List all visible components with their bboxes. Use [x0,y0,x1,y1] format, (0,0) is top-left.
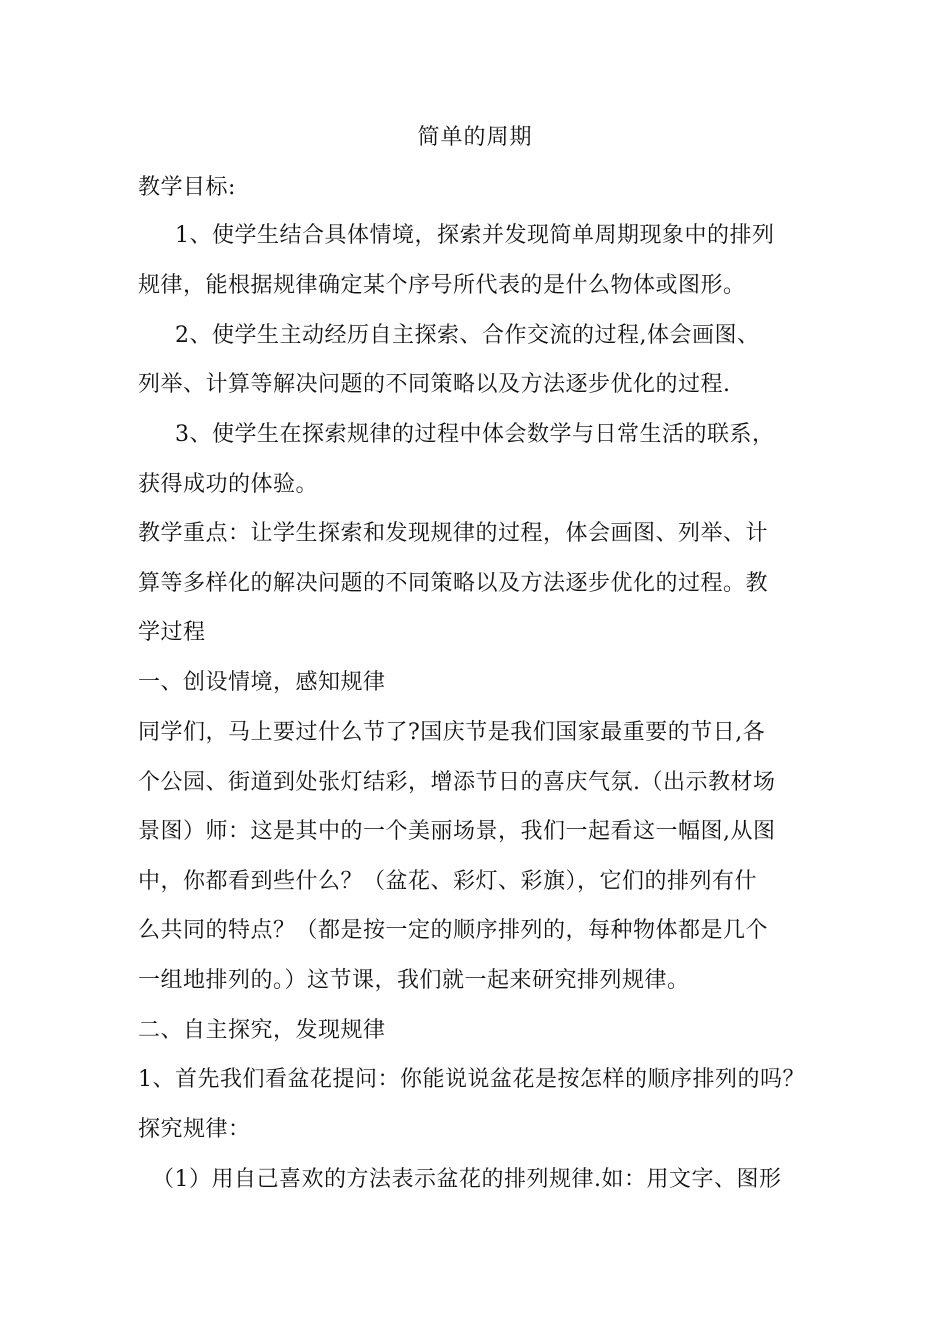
text-line: （1）用自己喜欢的方法表示盆花的排列规律.如：用文字、图形 [152,1167,782,1192]
text-line: 3、使学生在探索规律的过程中体会数学与日常生活的联系， [175,422,775,447]
text-line: 算等多样化的解决问题的不同策略以及方法逐步优化的过程。教 [138,571,769,596]
text-line: 1、使学生结合具体情境，探索并发现简单周期现象中的排列 [175,223,775,248]
text-line: 同学们，马上要过什么节了?国庆节是我们国家最重要的节日,各 [138,720,766,745]
document-title: 简单的周期 [417,125,533,150]
text-line: 个公园、街道到处张灯结彩，增添节日的喜庆气氛.（出示教材场 [138,770,776,795]
text-line: 中，你都看到些什么？（盆花、彩灯、彩旗），它们的排列有什 [138,869,758,894]
section-heading: 二、自主探究，发现规律 [138,1018,386,1043]
text-line: 学过程 [138,620,206,645]
text-line: 景图）师：这是其中的一个美丽场景，我们一起看这一幅图,从图 [138,819,776,844]
section-heading: 一、创设情境，感知规律 [138,670,386,695]
text-line: 2、使学生主动经历自主探索、合作交流的过程,体会画图、 [175,323,760,348]
text-line: 么共同的特点？（都是按一定的顺序排列的，每种物体都是几个 [138,918,769,943]
text-line: 获得成功的体验。 [138,472,319,497]
text-line: 1、首先我们看盆花提问：你能说说盆花是按怎样的顺序排列的吗？ [138,1067,805,1092]
text-line: 探究规律： [138,1117,251,1142]
text-line: 规律，能根据规律确定某个序号所代表的是什么物体或图形。 [138,273,746,298]
text-line: 教学重点：让学生探索和发现规律的过程，体会画图、列举、计 [138,521,769,546]
text-line: 一组地排列的。）这节课，我们就一起来研究排列规律。 [138,968,690,993]
text-line: 列举、计算等解决问题的不同策略以及方法逐步优化的过程. [138,372,731,397]
text-line: 教学目标: [138,175,236,200]
